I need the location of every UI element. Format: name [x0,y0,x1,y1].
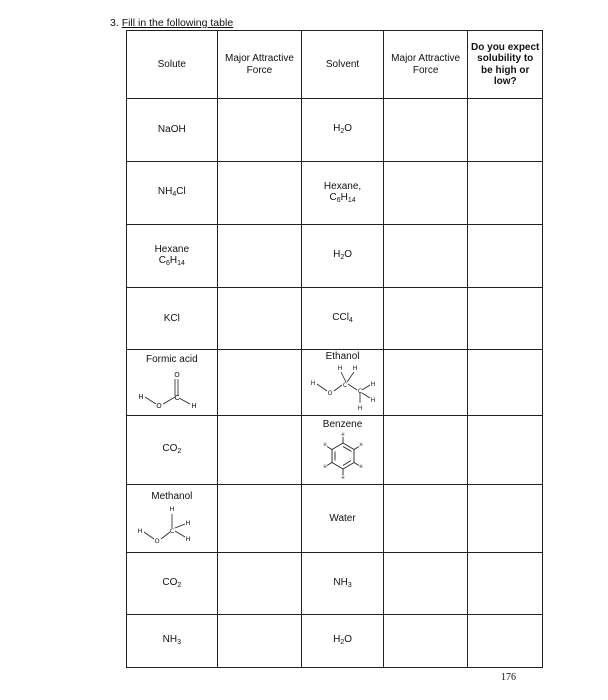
solvent-cell [302,485,384,553]
solute-nh4cl: $NH_4Cl$ [157,186,186,199]
solvent-cell [302,225,384,288]
answer-cell-force-1[interactable] [217,615,302,668]
solute-nh3: $NH_3$ [162,634,181,647]
svg-text:H: H [359,463,363,469]
answer-cell-solubility[interactable] [468,288,543,350]
svg-text:O: O [174,371,180,380]
solvent-h2o: $H_2O$ [333,249,352,262]
solvent-cell [302,162,384,225]
svg-text:C: C [169,527,175,536]
solute-co2: $CO_2$ [162,576,182,589]
answer-cell-force-1[interactable] [217,553,302,615]
formic-acid-structure [132,365,212,411]
solute-co2: $CO_2$ [162,443,182,456]
answer-cell-force-1[interactable] [217,288,302,350]
solute-methanol: Methanol [151,490,193,502]
solute-cell [127,485,218,553]
svg-text:C: C [343,382,348,390]
answer-cell-solubility[interactable] [468,416,543,485]
solute-hexane: Hexane $C_6H_{14}$ [154,243,190,268]
answer-cell-force-2[interactable] [383,485,468,553]
header-solute: Solute [127,31,218,99]
solute-cell [127,553,218,615]
page-number: 176 [501,672,516,683]
answer-cell-force-2[interactable] [383,162,468,225]
svg-text:H: H [341,431,345,437]
methanol-structure [132,502,212,546]
solvent-cell [302,288,384,350]
solute-naoh: NaOH [157,124,186,136]
answer-cell-solubility[interactable] [468,553,543,615]
answer-cell-solubility[interactable] [468,350,543,416]
svg-text:H: H [341,474,345,480]
solvent-water: Water [329,512,356,524]
answer-cell-force-2[interactable] [383,615,468,668]
svg-text:H: H [337,365,343,373]
answer-cell-force-2[interactable] [383,553,468,615]
solvent-h2o: $H_2O$ [333,634,352,647]
header-force-2: Major Attractive Force [383,31,468,99]
solute-cell [127,350,218,416]
svg-text:H: H [185,535,191,544]
svg-text:H: H [185,519,191,528]
header-solvent: Solvent [302,31,384,99]
table-row [127,162,543,225]
header-solubility: Do you expect solubility to be high or low? [468,31,543,99]
solute-formic-acid: Formic acid [145,353,198,365]
table-row [127,553,543,615]
solute-cell [127,416,218,485]
solvent-ccl4: CCl$_4$ [332,311,353,324]
answer-cell-force-1[interactable] [217,225,302,288]
solvent-cell [302,416,384,485]
answer-cell-solubility[interactable] [468,225,543,288]
answer-cell-solubility[interactable] [468,615,543,668]
answer-cell-force-1[interactable] [217,350,302,416]
svg-text:H: H [137,527,143,536]
solvent-ethanol: Ethanol [325,350,360,362]
header-force-1: Major Attractive Force [217,31,302,99]
svg-text:C: C [358,388,363,396]
svg-text:H: H [323,463,327,469]
svg-text:O: O [156,402,162,411]
answer-cell-force-1[interactable] [217,416,302,485]
answer-cell-solubility[interactable] [468,485,543,553]
answer-cell-force-2[interactable] [383,416,468,485]
answer-cell-solubility[interactable] [468,99,543,162]
answer-cell-solubility[interactable] [468,162,543,225]
answer-cell-force-2[interactable] [383,225,468,288]
table-row [127,350,543,416]
solute-kcl: KCl [163,312,180,324]
ethanol-structure [304,362,384,414]
svg-text:H: H [359,441,363,447]
table-row [127,99,543,162]
answer-cell-force-1[interactable] [217,485,302,553]
svg-text:H: H [352,365,358,373]
question-number: 3. [110,17,119,29]
svg-text:H: H [169,505,175,514]
answer-cell-force-1[interactable] [217,99,302,162]
solvent-benzene: Benzene [322,419,363,431]
table-row [127,288,543,350]
solvent-cell [302,350,384,416]
table-row [127,615,543,668]
svg-text:C: C [174,394,180,403]
question-title [110,17,233,29]
solute-cell [127,615,218,668]
answer-cell-force-1[interactable] [217,162,302,225]
solvent-cell [302,553,384,615]
solute-cell [127,288,218,350]
svg-text:H: H [310,380,316,388]
svg-text:H: H [357,405,363,413]
solvent-cell [302,99,384,162]
svg-text:H: H [370,397,376,405]
solvent-nh3: $NH_3$ [333,576,352,589]
header-row [127,31,543,99]
solute-cell [127,162,218,225]
svg-text:O: O [327,390,333,398]
table-row [127,485,543,553]
answer-cell-force-2[interactable] [383,350,468,416]
svg-text:H: H [370,381,376,389]
table-row [127,225,543,288]
table-row [127,416,543,485]
svg-text:H: H [323,441,327,447]
solvent-cell [302,615,384,668]
solvent-h2o: $H_2O$ [333,123,352,136]
svg-text:O: O [154,537,160,546]
svg-text:H: H [138,393,144,402]
answer-cell-force-2[interactable] [383,99,468,162]
solubility-table [126,30,543,668]
answer-cell-force-2[interactable] [383,288,468,350]
solute-cell [127,225,218,288]
solute-cell [127,99,218,162]
benzene-structure [313,431,373,481]
solvent-hexane: Hexane, $C_6H_{14}$ [323,180,362,205]
question-text: Fill in the following table [121,17,234,29]
svg-text:H: H [191,402,197,411]
